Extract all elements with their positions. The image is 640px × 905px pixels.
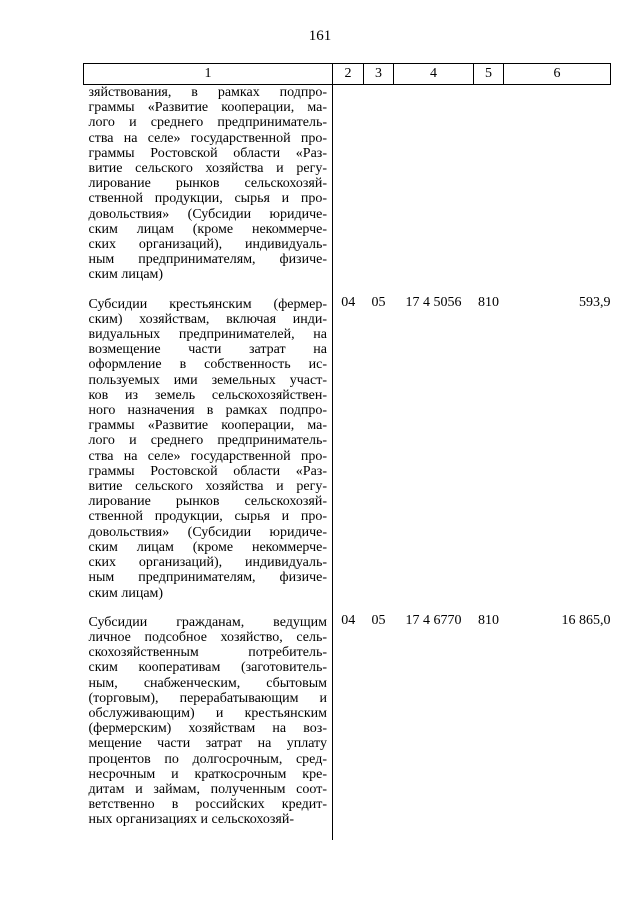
table-row bbox=[84, 295, 611, 613]
table-header-row bbox=[84, 64, 611, 85]
target-article-code bbox=[394, 85, 474, 295]
section-code: 04 bbox=[341, 612, 356, 628]
row-description bbox=[84, 613, 333, 840]
description-line: ственной продукции, сырья и про- bbox=[88, 191, 327, 207]
section-code: 04 bbox=[341, 294, 356, 310]
column-header-4: 4 bbox=[394, 64, 474, 85]
row-description bbox=[84, 85, 333, 295]
description-line: Субсидии гражданам, ведущим bbox=[88, 614, 327, 630]
description-line: граммы Ростовской области «Раз- bbox=[88, 145, 327, 161]
description-line: (фермерским) хозяйствам на воз- bbox=[88, 721, 327, 737]
target-article-code: 17 4 5056 bbox=[405, 294, 462, 310]
column-header-6: 6 bbox=[504, 64, 611, 85]
description-line: (торговым), перерабатывающим и bbox=[88, 690, 327, 706]
description-line: ного назначения в рамках подпро- bbox=[88, 403, 327, 419]
description-line: ным предпринимателям, физиче- bbox=[88, 252, 327, 268]
description-line: витие сельского хозяйства и регу- bbox=[88, 479, 327, 495]
description-line: ским) хозяйствам, включая инди- bbox=[88, 311, 327, 327]
description-line: лого и среднего предприниматель- bbox=[88, 115, 327, 131]
column-header-2: 2 bbox=[333, 64, 364, 85]
description-line: ским кооперативам (заготовитель- bbox=[88, 660, 327, 676]
amount-value: 593,9 bbox=[579, 294, 611, 310]
expense-type-code bbox=[474, 85, 504, 295]
description-line: процентов по долгосрочным, сред- bbox=[88, 751, 327, 767]
description-line: ства на селе» государственной про- bbox=[88, 130, 327, 146]
subsection-code: 05 bbox=[371, 612, 386, 628]
description-line: ным, снабженческим, сбытовым bbox=[88, 675, 327, 691]
description-line: ков из земель сельскохозяйствен- bbox=[88, 387, 327, 403]
expense-type-code: 810 bbox=[478, 294, 499, 310]
description-line: оформление в собственность ис- bbox=[88, 357, 327, 373]
description-line: ским лицам (кроме некоммерче- bbox=[88, 539, 327, 555]
description-line: Субсидии крестьянским (фермер- bbox=[88, 296, 327, 312]
description-line: довольствия» (Субсидии юридиче- bbox=[88, 206, 327, 222]
section-code bbox=[333, 85, 364, 295]
table-row bbox=[84, 613, 611, 840]
description-line: дитам и займам, полученным соот- bbox=[88, 781, 327, 797]
description-line: витие сельского хозяйства и регу- bbox=[88, 161, 327, 177]
description-line: мещение части затрат на уплату bbox=[88, 736, 327, 752]
description-line: ским лицам) bbox=[88, 585, 164, 601]
description-line: лого и среднего предприниматель- bbox=[88, 433, 327, 449]
expense-type-code: 810 bbox=[478, 612, 499, 628]
description-line: ским лицам (кроме некоммерче- bbox=[88, 221, 327, 237]
table-row bbox=[84, 85, 611, 295]
description-line: ных организациях и сельскохозяй- bbox=[88, 812, 295, 828]
description-line: возмещение части затрат на bbox=[88, 342, 327, 358]
description-line: ным предпринимателям, физиче- bbox=[88, 570, 327, 586]
description-line: обслуживающим) и крестьянским bbox=[88, 705, 327, 721]
column-header-3: 3 bbox=[364, 64, 394, 85]
subsection-code bbox=[364, 85, 394, 295]
description-line: лирование рынков сельскохозяй- bbox=[88, 494, 327, 510]
description-line: граммы «Развитие кооперации, ма- bbox=[88, 418, 327, 434]
description-line: лирование рынков сельскохозяй- bbox=[88, 176, 327, 192]
description-line: довольствия» (Субсидии юридиче- bbox=[88, 524, 327, 540]
row-description bbox=[84, 295, 333, 613]
page-number: 161 bbox=[308, 28, 332, 44]
budget-table bbox=[83, 63, 611, 840]
description-line: личное подсобное хозяйство, сель- bbox=[88, 629, 327, 645]
column-header-1: 1 bbox=[84, 64, 333, 85]
amount-value bbox=[504, 85, 611, 295]
description-line: несрочным и краткосрочным кре- bbox=[88, 766, 327, 782]
amount-value: 16 865,0 bbox=[561, 612, 611, 628]
description-line: ских организаций), индивидуаль- bbox=[88, 555, 327, 571]
description-line: видуальных предпринимателей, на bbox=[88, 327, 327, 343]
description-line: ства на селе» государственной про- bbox=[88, 448, 327, 464]
description-line: зяйствования, в рамках подпро- bbox=[88, 85, 327, 100]
subsection-code: 05 bbox=[371, 294, 386, 310]
description-line: ским лицам) bbox=[88, 267, 164, 283]
description-line: пользуемых ими земельных участ- bbox=[88, 372, 327, 388]
description-line: ских организаций), индивидуаль- bbox=[88, 237, 327, 253]
description-line: граммы «Развитие кооперации, ма- bbox=[88, 100, 327, 116]
target-article-code: 17 4 6770 bbox=[405, 612, 462, 628]
description-line: ветственно в российских кредит- bbox=[88, 797, 327, 813]
description-line: ственной продукции, сырья и про- bbox=[88, 509, 327, 525]
column-header-5: 5 bbox=[474, 64, 504, 85]
description-line: граммы Ростовской области «Раз- bbox=[88, 463, 327, 479]
description-line: скохозяйственным потребитель- bbox=[88, 645, 327, 661]
